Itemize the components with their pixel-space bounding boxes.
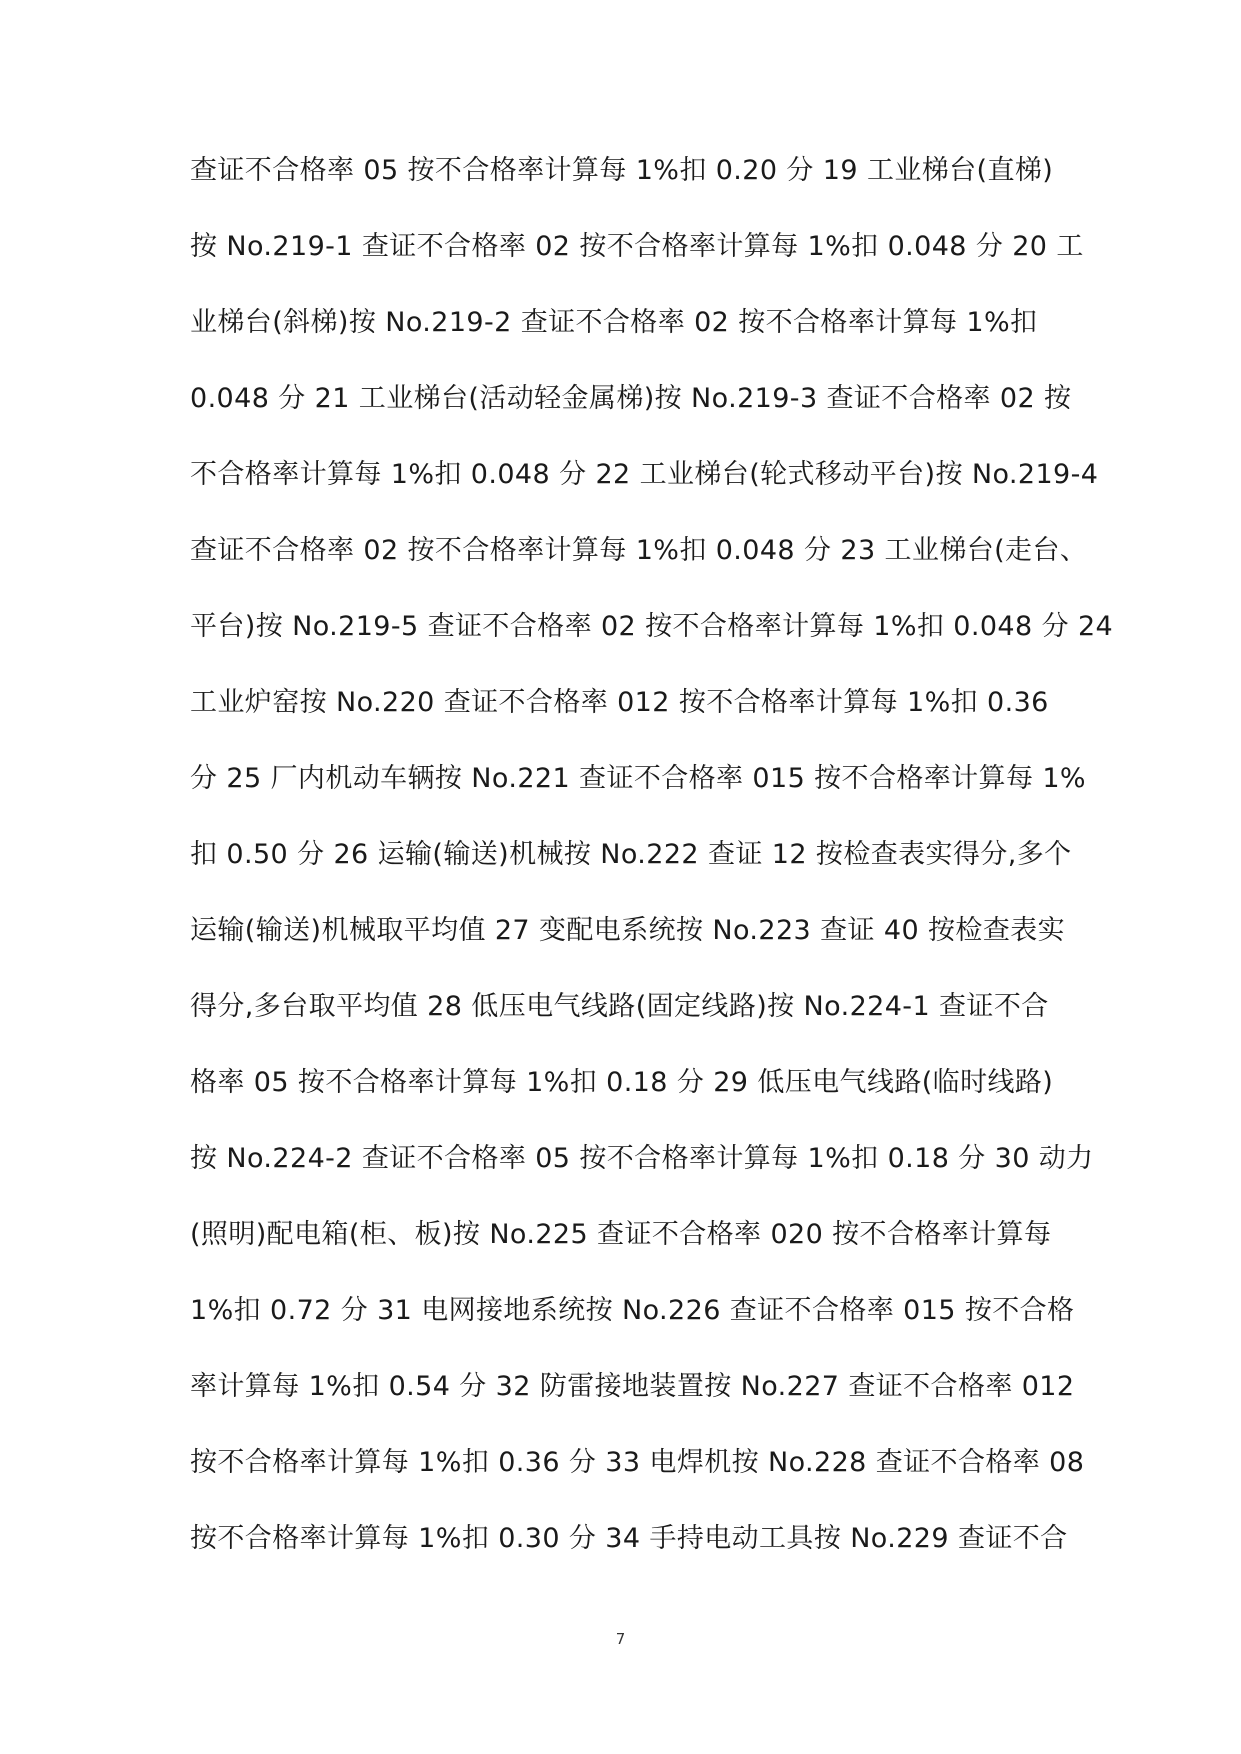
text-line: 扣 0.50 分 26 运输(输送)机械按 No.222 查证 12 按检查表实得分,多个 (190, 839, 1072, 870)
text-line: 平台)按 No.219-5 查证不合格率 02 按不合格率计算每 1%扣 0.048 分 24 (190, 611, 1114, 642)
text-line: 按 No.219-1 查证不合格率 02 按不合格率计算每 1%扣 0.048 分 20 工 (190, 231, 1084, 262)
page-number: 7 (615, 1630, 626, 1648)
text-line: 工业炉窑按 No.220 查证不合格率 012 按不合格率计算每 1%扣 0.36 (190, 687, 1049, 718)
text-line: 按不合格率计算每 1%扣 0.30 分 34 手持电动工具按 No.229 查证不合 (190, 1523, 1068, 1554)
text-line: 分 25 厂内机动车辆按 No.221 查证不合格率 015 按不合格率计算每 1% (190, 763, 1086, 794)
text-line: 格率 05 按不合格率计算每 1%扣 0.18 分 29 低压电气线路(临时线路) (190, 1067, 1054, 1098)
text-line: 率计算每 1%扣 0.54 分 32 防雷接地装置按 No.227 查证不合格率 012 (190, 1371, 1075, 1402)
text-line: 1%扣 0.72 分 31 电网接地系统按 No.226 查证不合格率 015 按不合格 (190, 1295, 1075, 1326)
text-line: 业梯台(斜梯)按 No.219-2 查证不合格率 02 按不合格率计算每 1%扣 (190, 307, 1038, 338)
text-line: 查证不合格率 02 按不合格率计算每 1%扣 0.048 分 23 工业梯台(走台、 (190, 535, 1088, 566)
text-line: 查证不合格率 05 按不合格率计算每 1%扣 0.20 分 19 工业梯台(直梯) (190, 155, 1054, 186)
text-line: 按 No.224-2 查证不合格率 05 按不合格率计算每 1%扣 0.18 分 30 动力 (190, 1143, 1094, 1174)
text-line: 0.048 分 21 工业梯台(活动轻金属梯)按 No.219-3 查证不合格率 02 按 (190, 383, 1072, 414)
text-line: 得分,多台取平均值 28 低压电气线路(固定线路)按 No.224-1 查证不合 (190, 991, 1049, 1022)
text-line: 按不合格率计算每 1%扣 0.36 分 33 电焊机按 No.228 查证不合格率 08 (190, 1447, 1085, 1478)
text-line: (照明)配电箱(柜、板)按 No.225 查证不合格率 020 按不合格率计算每 (190, 1219, 1052, 1250)
text-line: 运输(输送)机械取平均值 27 变配电系统按 No.223 查证 40 按检查表实 (190, 915, 1066, 946)
body-text (190, 146, 1114, 1590)
text-line: 不合格率计算每 1%扣 0.048 分 22 工业梯台(轮式移动平台)按 No.219-4 (190, 459, 1099, 490)
